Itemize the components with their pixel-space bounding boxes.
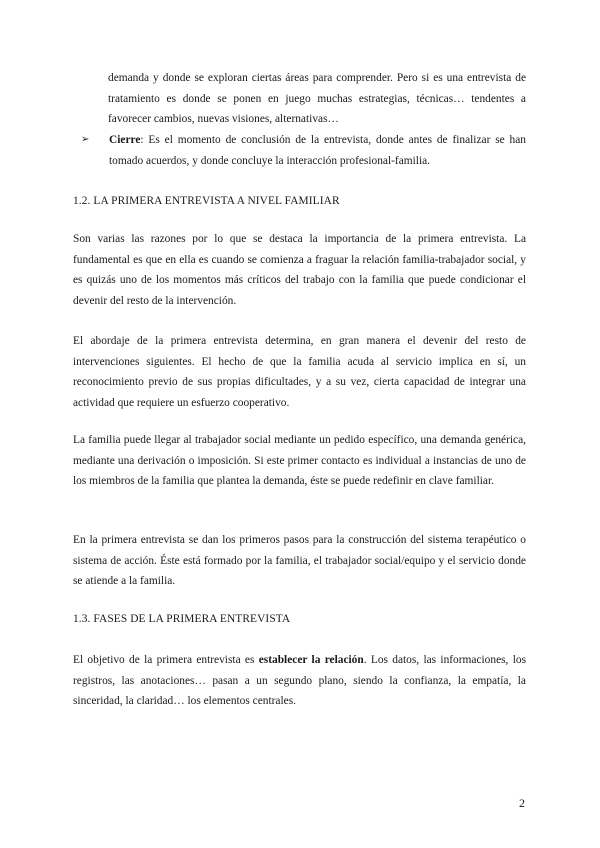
section-heading-1-3: 1.3. FASES DE LA PRIMERA ENTREVISTA (73, 613, 291, 625)
paragraph-text-end: . Los datos, las informaciones, los registros, las anotaciones… pasan a un segundo plano, siendo la confianza, la empatía, la sinceridad, la claridad… los elementos centrales. (73, 654, 527, 707)
continuation-paragraph: demanda y donde se exploran ciertas áreas para comprender. Pero si es una entrevista de tratamiento es donde se ponen en juego muchas estrategias, técnicas… tendentes a favorecer cambios, nuevas visiones, alternativas… (108, 72, 526, 125)
arrow-bullet-icon: ➢ (81, 134, 90, 145)
page-number: 2 (519, 796, 525, 810)
bullet-item-cierre (81, 130, 526, 171)
emphasis-text: establecer la relación (258, 654, 364, 666)
paragraph: El abordaje de la primera entrevista determina, en gran manera el devenir del resto de intervenciones siguientes. El hecho de que la familia acuda al servicio implica en sí, un reconocimiento previo de sus propias dificultades, y a su vez, cierta capacidad de integrar una actividad que requiere un esfuerzo cooperativo. (73, 335, 526, 409)
paragraph: Son varias las razones por lo que se destaca la importancia de la primera entrevista. La fundamental es que en ella es cuando se comienza a fraguar la relación familia-trabajador social, y es quizás uno de los momentos más críticos del trabajo con la familia que puede condicionar el devenir del resto de la intervención. (73, 233, 526, 307)
section-heading-1-2: 1.2. LA PRIMERA ENTREVISTA A NIVEL FAMILIAR (73, 195, 340, 207)
bullet-description: : Es el momento de conclusión de la entrevista, donde antes de finalizar se han tomado acuerdos, y donde concluye la interacción profesional-familia. (109, 134, 526, 167)
paragraph: La familia puede llegar al trabajador social mediante un pedido específico, una demanda genérica, mediante una derivación o imposición. Si este primer contacto es individual a instancias de uno de los miembros de la familia que plantea la demanda, éste se puede redefinir en clave familiar. (73, 434, 526, 487)
bullet-text (88, 130, 526, 171)
paragraph-text-start: El objetivo de la primera entrevista es (73, 654, 259, 666)
paragraph-objective (73, 650, 526, 712)
bullet-term: Cierre (109, 134, 141, 146)
paragraph: En la primera entrevista se dan los primeros pasos para la construcción del sistema terapéutico o sistema de acción. Éste está formado por la familia, el trabajador social/equipo y el servicio donde se atiende a la familia. (73, 534, 526, 587)
